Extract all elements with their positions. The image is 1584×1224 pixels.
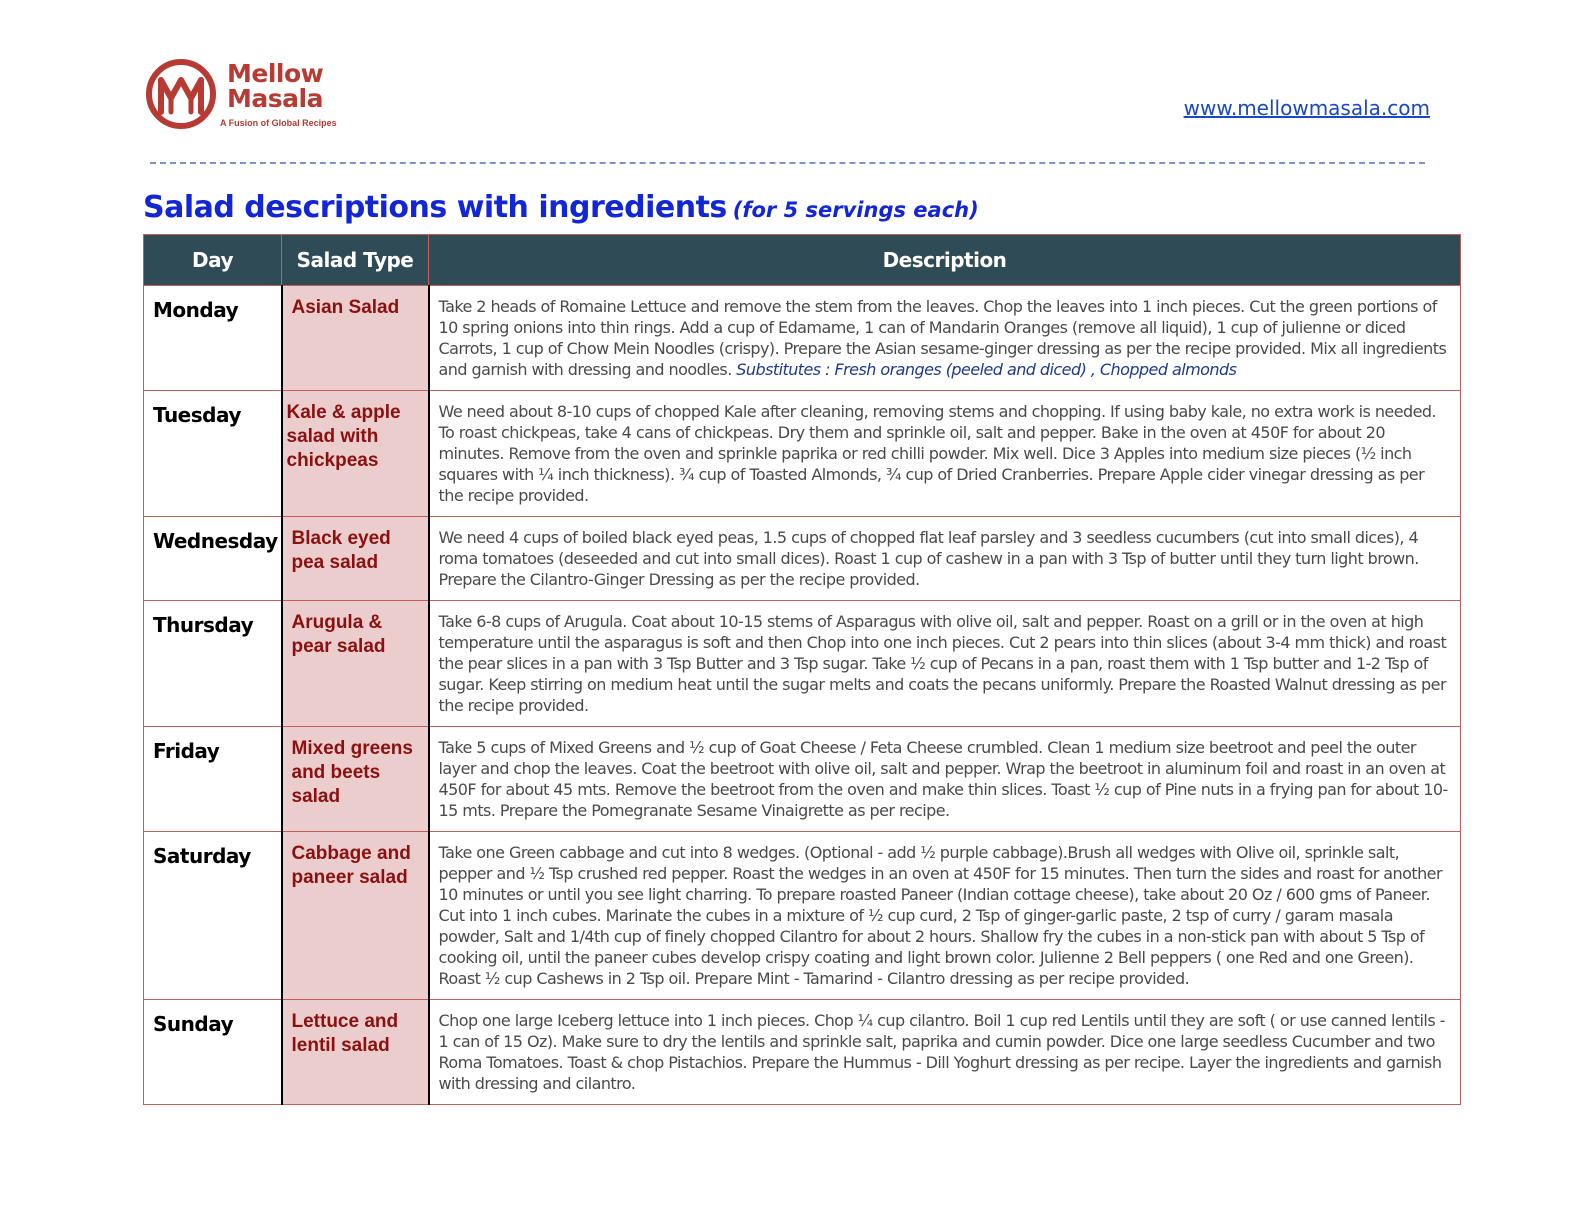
header-day: Day — [144, 235, 282, 286]
logo-tagline: A Fusion of Global Recipes — [220, 118, 337, 128]
page-title — [143, 190, 979, 225]
table-row — [144, 1000, 1461, 1105]
description-text: Take 2 heads of Romaine Lettuce and remove the stem from the leaves. Chop the leaves into 1 inch pieces. Cut the green portions of 10 spring onions into thin rings. Add a cup of Edamame, 1 can of Mandarin Oranges (remove all liquid), 1 cup of julienne or diced Carrots, 1 cup of Chow Mein Noodles (crispy). Prepare the Asian sesame-ginger dressing as per the recipe provided. Mix all ingredients and garnish with dressing and noodles. — [438, 297, 1447, 379]
salad-table — [143, 234, 1461, 1105]
dashed-divider — [150, 162, 1425, 164]
row-day: Tuesday — [144, 391, 282, 517]
row-description: We need 4 cups of boiled black eyed peas, 1.5 cups of chopped flat leaf parsley and 3 seedless cucumbers (cut into small dices), 4 roma tomatoes (deseeded and cut into small dices). Roast 1 cup of cashew in a pan with 3 Tsp of butter until they turn light brown. Prepare the Cilantro-Ginger Dressing as per the recipe provided. — [429, 517, 1461, 601]
row-salad-type: Arugula & pear salad — [282, 601, 429, 727]
table-row — [144, 832, 1461, 1000]
header-description: Description — [429, 235, 1461, 286]
row-description — [429, 286, 1461, 391]
substitutes-note: Substitutes : Fresh oranges (peeled and diced) , Chopped almonds — [736, 360, 1237, 379]
logo-text-masala: Masala — [227, 84, 323, 113]
row-description: We need about 8-10 cups of chopped Kale after cleaning, removing stems and chopping. If using baby kale, no extra work is needed. To roast chickpeas, take 4 cans of chickpeas. Dry them and sprinkle oil, salt and pepper. Bake in the oven at 450F for about 20 minutes. Remove from the oven and sprinkle paprika or red chilli powder. Mix well. Dice 3 Apples into medium size pieces (½ inch squares with ¼ inch thickness). ¾ cup of Toasted Almonds, ¾ cup of Dried Cranberries. Prepare Apple cider vinegar dressing as per the recipe provided. — [429, 391, 1461, 517]
row-description: Take 5 cups of Mixed Greens and ½ cup of Goat Cheese / Feta Cheese crumbled. Clean 1 medium size beetroot and peel the outer layer and chop the leaves. Coat the beetroot with olive oil, salt and pepper. Wrap the beetroot in aluminum foil and roast in an oven at 450F for about 45 mts. Remove the beetroot from the oven and make thin slices. Toast ½ cup of Pine nuts in a frying pan for about 10-15 mts. Prepare the Pomegranate Sesame Vinaigrette as per recipe. — [429, 727, 1461, 832]
row-day: Friday — [144, 727, 282, 832]
header-salad-type: Salad Type — [282, 235, 429, 286]
table-row — [144, 517, 1461, 601]
table-row — [144, 601, 1461, 727]
title-main: Salad descriptions with ingredients — [143, 190, 727, 225]
logo — [145, 58, 335, 133]
row-description: Take one Green cabbage and cut into 8 wedges. (Optional - add ½ purple cabbage).Brush all wedges with Olive oil, sprinkle salt, pepper and ½ Tsp crushed red pepper. Roast the wedges in an oven at 450F for 15 minutes. Then turn the sides and roast for another 10 minutes or until you see light charring. To prepare roasted Paneer (Indian cottage cheese), take about 20 Oz / 600 gms of Paneer. Cut into 1 inch cubes. Marinate the cubes in a mixture of ½ cup curd, 2 Tsp of ginger-garlic paste, 2 tsp of curry / garam masala powder, Salt and 1/4th cup of finely chopped Cilantro for about 2 hours. Shallow fry the cubes in a non-stick pan with about 5 Tsp of cooking oil, until the paneer cubes develop crispy coating and light brown color. Julienne 2 Bell peppers ( one Red and one Green). Roast ½ cup Cashews in 2 Tsp oil. Prepare Mint - Tamarind - Cilantro dressing as per recipe provided. — [429, 832, 1461, 1000]
logo-text-mellow: Mellow — [227, 59, 324, 88]
row-day: Sunday — [144, 1000, 282, 1105]
row-salad-type: Black eyed pea salad — [282, 517, 429, 601]
row-day: Thursday — [144, 601, 282, 727]
row-salad-type: Kale & apple salad with chickpeas — [282, 391, 429, 517]
row-salad-type: Mixed greens and beets salad — [282, 727, 429, 832]
mm-monogram-icon — [145, 58, 221, 130]
row-salad-type: Cabbage and paneer salad — [282, 832, 429, 1000]
page-header — [145, 58, 1430, 138]
row-day: Saturday — [144, 832, 282, 1000]
table-row — [144, 391, 1461, 517]
row-day: Monday — [144, 286, 282, 391]
row-day: Wednesday — [144, 517, 282, 601]
row-salad-type: Lettuce and lentil salad — [282, 1000, 429, 1105]
table-row — [144, 286, 1461, 391]
row-salad-type: Asian Salad — [282, 286, 429, 391]
row-description: Chop one large Iceberg lettuce into 1 inch pieces. Chop ¼ cup cilantro. Boil 1 cup red Lentils until they are soft ( or use canned lentils - 1 can of 15 Oz). Make sure to dry the lentils and sprinkle salt, paprika and cumin powder. Dice one large seedless Cucumber and two Roma Tomatoes. Toast & chop Pistachios. Prepare the Hummus - Dill Yoghurt dressing as per recipe. Layer the ingredients and garnish with dressing and cilantro. — [429, 1000, 1461, 1105]
row-description: Take 6-8 cups of Arugula. Coat about 10-15 stems of Asparagus with olive oil, salt and pepper. Roast on a grill or in the oven at high temperature until the asparagus is soft and then Chop into one inch pieces. Cut 2 pears into thin slices (about 3-4 mm thick) and roast the pear slices in a pan with 3 Tsp Butter and 3 Tsp sugar. Take ½ cup of Pecans in a pan, roast them with 1 Tsp butter and 1-2 Tsp of sugar. Keep stirring on medium heat until the sugar melts and coats the pecans uniformly. Prepare the Roasted Walnut dressing as per the recipe provided. — [429, 601, 1461, 727]
table-header-row — [144, 235, 1461, 286]
table-row — [144, 727, 1461, 832]
website-link[interactable]: www.mellowmasala.com — [1183, 96, 1430, 120]
title-servings-note: (for 5 servings each) — [732, 198, 979, 222]
